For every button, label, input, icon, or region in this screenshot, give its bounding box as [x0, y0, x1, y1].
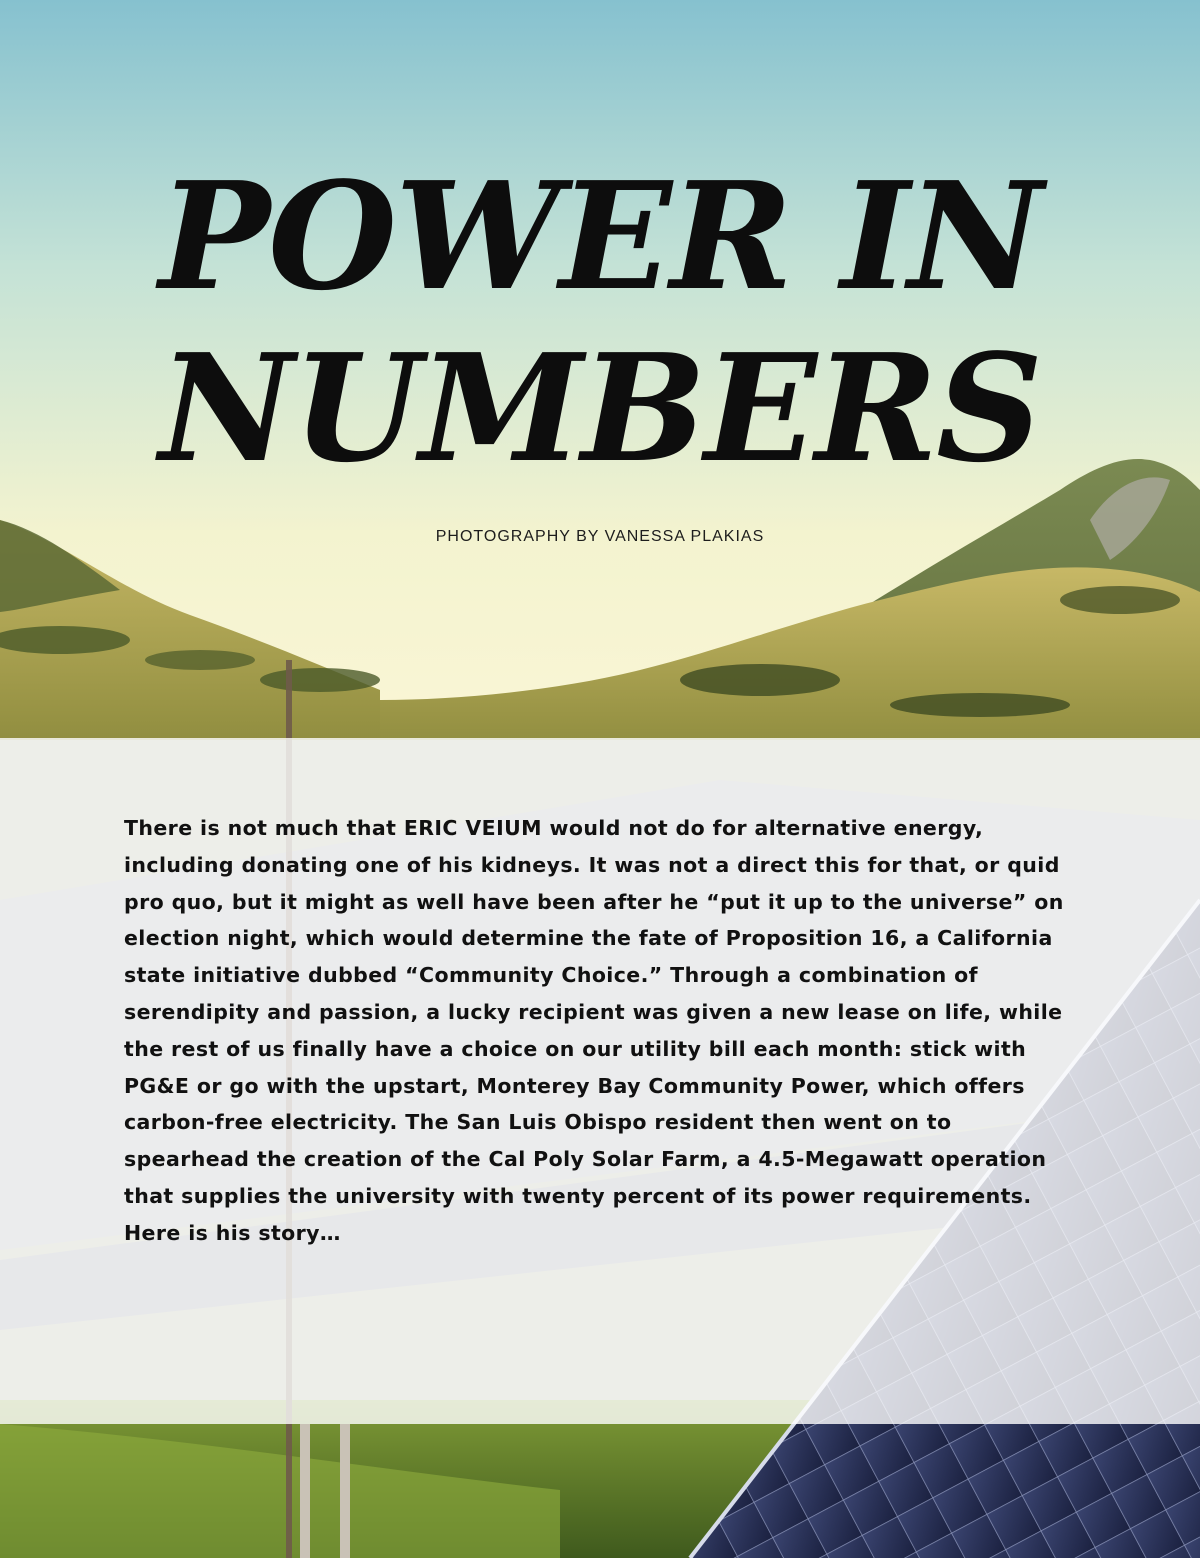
article-title-line-2: NUMBERS [159, 321, 1041, 495]
article-title [0, 150, 1200, 494]
photo-credit: PHOTOGRAPHY BY VANESSA PLAKIAS [435, 528, 765, 545]
article-title-line-1: POWER IN [158, 149, 1042, 323]
intro-paragraph: There is not much that ERIC VEIUM would not do for alternative energy, including donating one of his kidneys. It was not a direct this for that, or quid pro quo, but it might as well have been after he “put it up to the universe” on election night, which would determine the fate of Proposition 16, a California state initiative dubbed “Community Choice.” Through a combination of serendipity and passion, a lucky recipient was given a new lease on life, while the rest of us finally have a choice on our utility bill each month: stick with PG&E or go with the upstart, Monterey Bay Community Power, which offers carbon-free electricity. The San Luis Obispo resident then went on to spearhead the creation of the Cal Poly Solar Farm, a 4.5-Megawatt operation that supplies the university with twenty percent of its power requirements. Here is his story… [124, 816, 1064, 1245]
